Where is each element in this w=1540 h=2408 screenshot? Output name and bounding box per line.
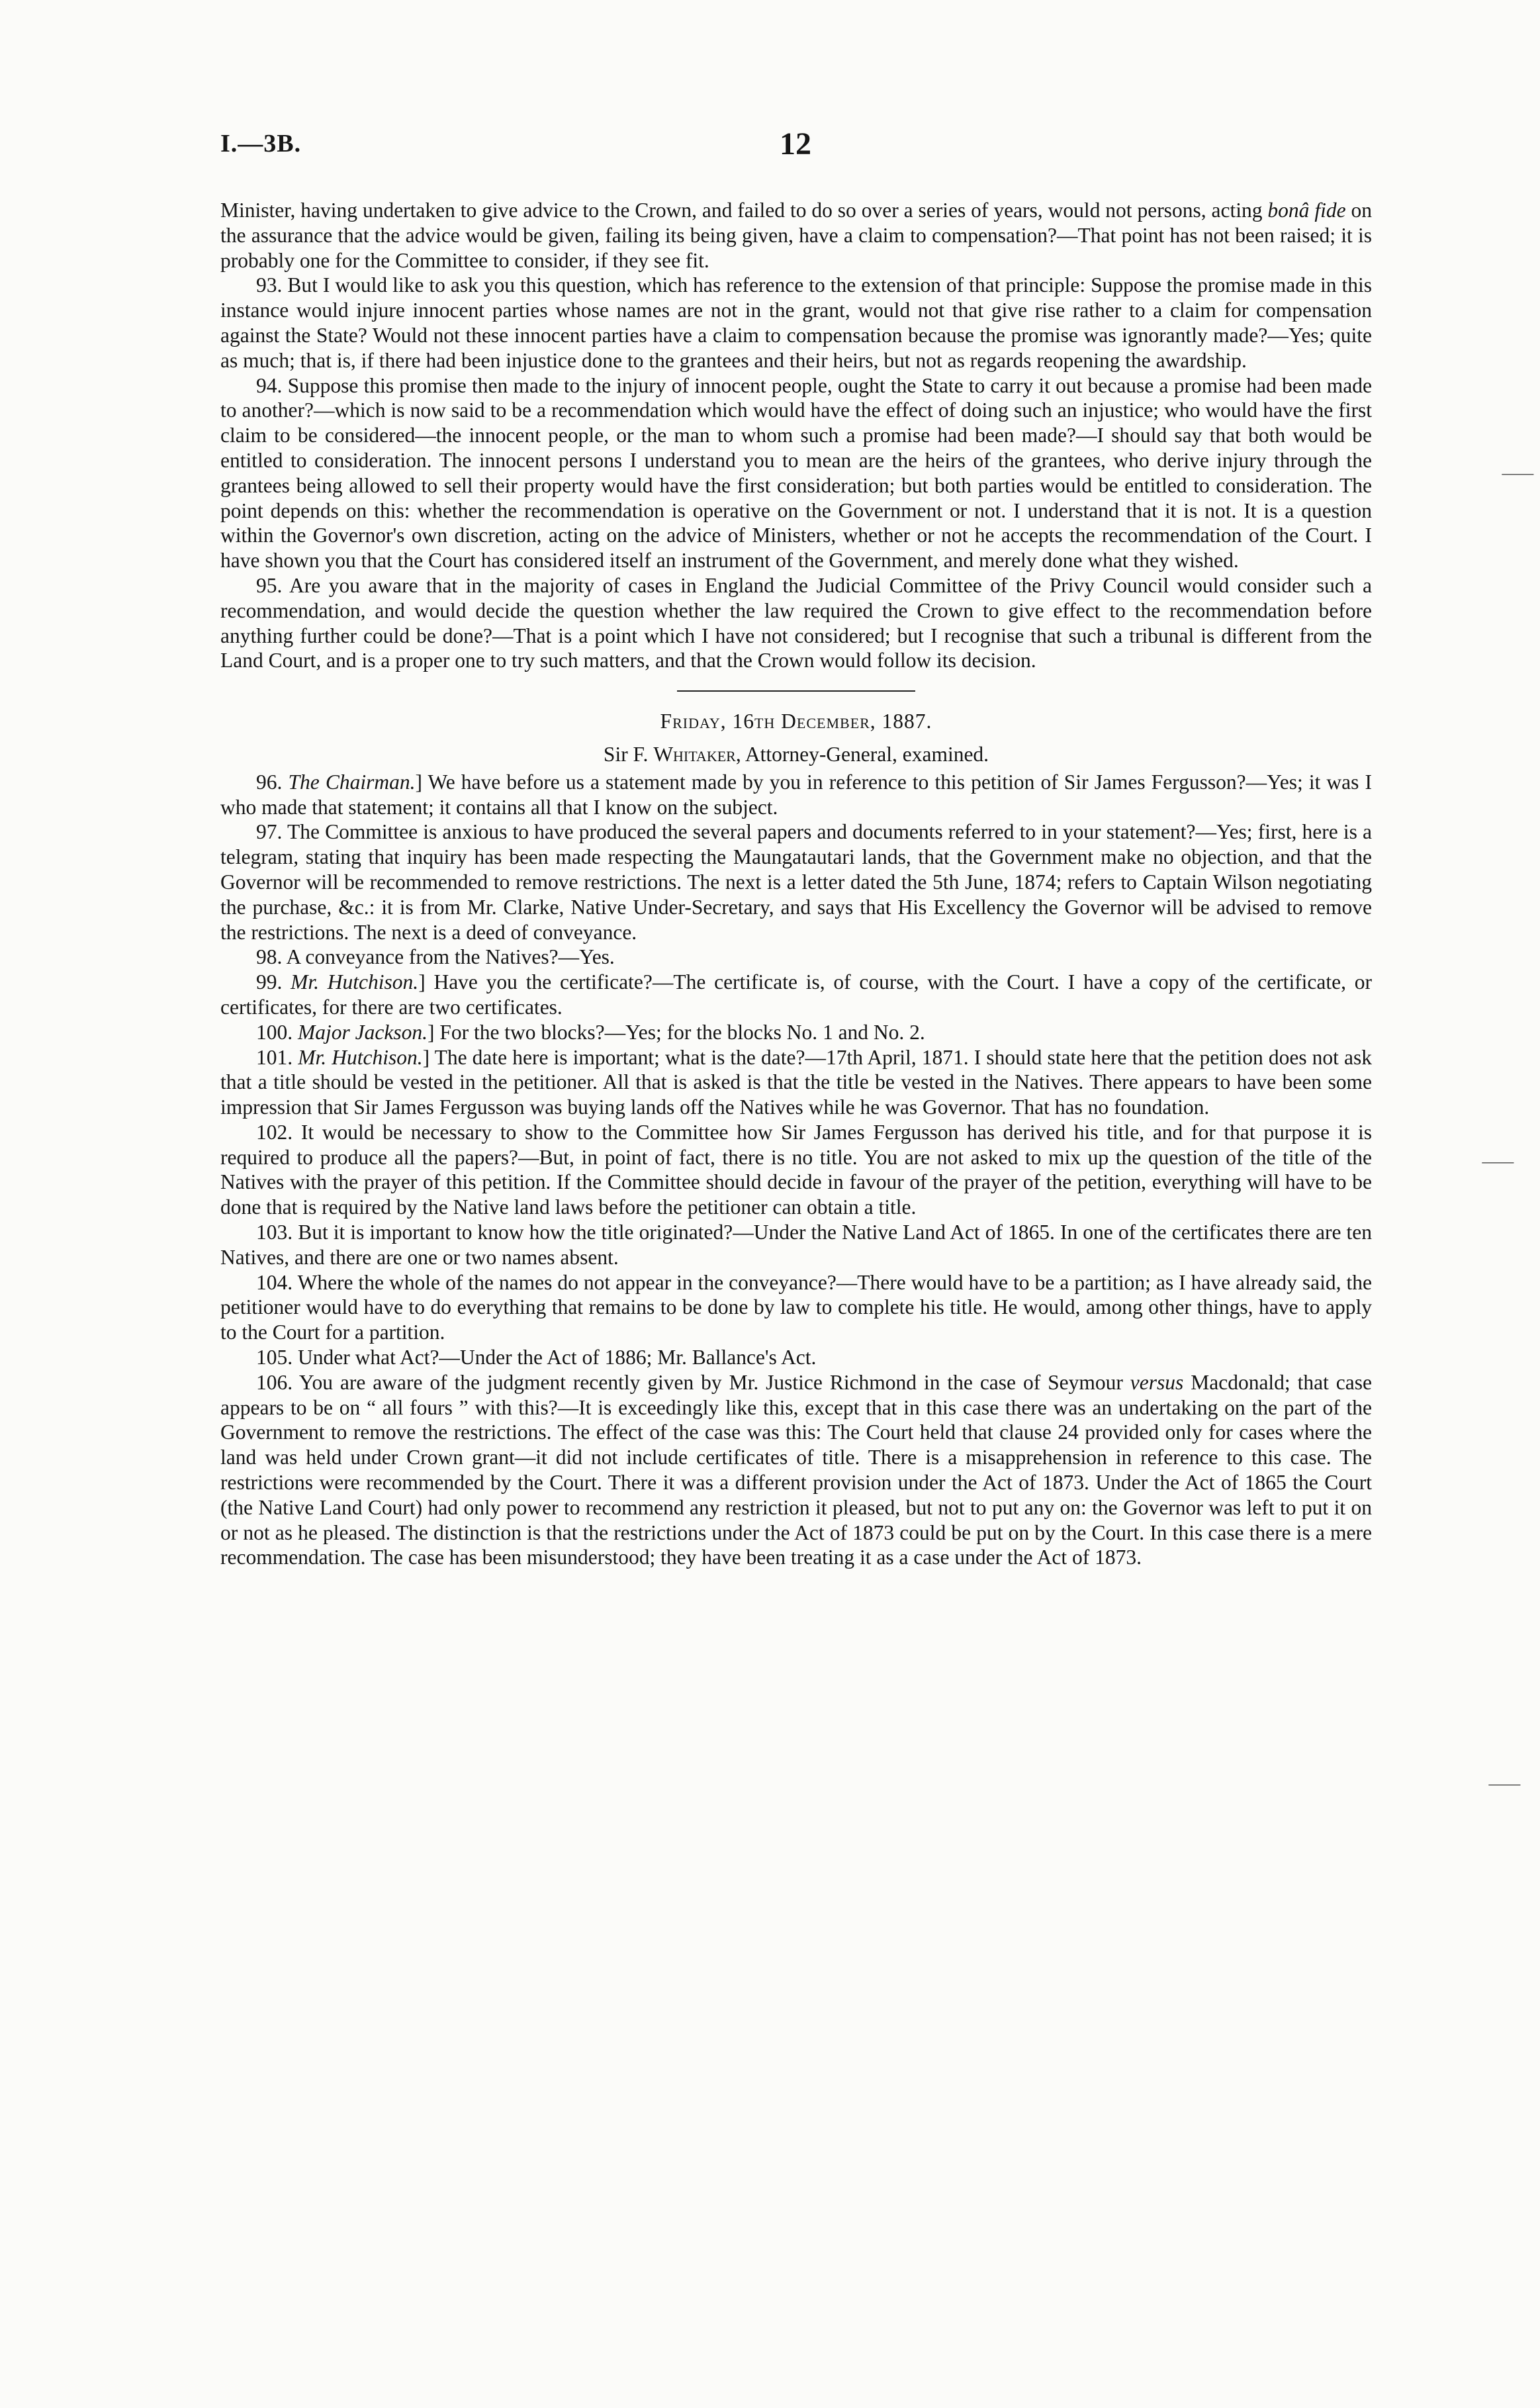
- date-heading: Friday, 16th December, 1887.: [660, 710, 932, 733]
- paragraph-96: 96. The Chairman.] We have before us a statement made by you in reference to this petition of Sir James Fergusson?—Yes; it was I who made that statement; it contains all that I know on the subject.: [220, 770, 1373, 819]
- paragraph-93: 93. But I would like to ask you this question, which has reference to the extension of that principle: Suppose the promise made in this instance would injure innocent parties whose names are not in the grant, would not that give rise rather to a claim for compensation against the State? Would not these innocent parties have a claim to compensation because the promise was ignorantly made?—Yes; quite as much; that is, if there had been injustice done to the grantees and their heirs, but not as regards reopening the awardship.: [220, 273, 1372, 372]
- witness-heading: Sir F. Whitaker, Attorney-General, examined.: [603, 742, 989, 766]
- paragraph-97: 97. The Committee is anxious to have produced the several papers and documents referred to in your statement?—Yes; first, here is a telegram, stating that inquiry has been made respecting the Maungatautari lands, that the Government make no objection, and that the Governor will be recommended to remove restrictions. The next is a letter dated the 5th June, 1874; refers to Captain Wilson negotiating the purchase, &c.: it is from Mr. Clarke, Native Under-Secretary, and says that His Excellency the Governor will be advised to remove the restrictions. The next is a deed of conveyance.: [220, 820, 1372, 944]
- paragraph-95: 95. Are you aware that in the majority of cases in England the Judicial Committee of the Privy Council would consider such a recommendation, and would decide the question whether the law required the Crown to give effect to the recommendation before anything further could be done?—That is a point which I have not considered; but I recognise that such a tribunal is different from the Land Court, and is a proper one to try such matters, and that the Crown would follow its decision.: [220, 573, 1372, 672]
- paragraph-103: 103. But it is important to know how the title originated?—Under the Native Land Act of 1865. In one of the certificates there are ten Natives, and there are one or two names absent.: [220, 1221, 1372, 1269]
- document-reference: I.—3B.: [220, 130, 302, 158]
- document-page: [220, 126, 1373, 1570]
- margin-mark: ⸺: [1488, 1773, 1519, 1796]
- paragraph-94: 94. Suppose this promise then made to the injury of innocent people, ought the State to carry it out because a promise had been made to another?—which is now said to be a recommendation which would have the effect of doing such an injustice; who would have the first claim to be considered—the innocent people, or the man to whom such a promise had been made?—I should say that both would be entitled to consideration. The innocent persons I understand you to mean are the heirs of the grantees, who derive injury through the grantees being allowed to sell their property would have the first consideration; but both parties would be entitled to consideration. The point depends on this: whether the recommendation is operative on the Government or not. I understand that it is not. It is a question within the Governor's own discretion, acting on the advice of Ministers, whether or not he accepts the recommendation of the Court. I have shown you that the Court has considered itself an instrument of the Government, and merely done what they wished.: [220, 373, 1372, 573]
- paragraph-105: 105. Under what Act?—Under the Act of 1886; Mr. Ballance's Act.: [256, 1346, 817, 1369]
- paragraph-99: 99. Mr. Hutchison.] Have you the certificate?—The certificate is, of course, with the Court. I have a copy of the certificate, or certificates, for there are two certificates.: [220, 970, 1373, 1019]
- paragraph-102: 102. It would be necessary to show to the Committee how Sir James Fergusson has derived his title, and for that purpose it is required to produce all the papers?—But, in point of fact, there is no title. You are not asked to mix up the question of the title of the Natives with the prayer of this petition. If the Committee should decide in favour of the prayer of the petition, everything will have to be done that is required by the Native land laws before the petitioner can obtain a title.: [220, 1120, 1372, 1219]
- paragraph-98: 98. A conveyance from the Natives?—Yes.: [256, 945, 615, 969]
- paragraph-104: 104. Where the whole of the names do not appear in the conveyance?—There would have to be a partition; as I have already said, the petitioner would have to do everything that remains to be done by law to complete his title. He would, among other things, have to apply to the Court for a partition.: [220, 1270, 1372, 1344]
- page-header: [220, 126, 1372, 169]
- paragraph-100: 100. Major Jackson.] For the two blocks?—Yes; for the blocks No. 1 and No. 2.: [256, 1020, 925, 1044]
- paragraph-101: 101. Mr. Hutchison.] The date here is important; what is the date?—17th April, 1871. I should state here that the petition does not ask that a title should be vested in the petitioner. All that is asked is that the title be vested in the Natives. There appears to have been some impression that Sir James Fergusson was buying lands off the Natives while he was Governor. That has no foundation.: [220, 1045, 1373, 1119]
- margin-mark: ⸺: [1481, 1150, 1512, 1174]
- paragraph-106: 106. You are aware of the judgment recently given by Mr. Justice Richmond in the case of Seymour versus Macdonald; that case appears to be on “ all fours ” with this?—It is exceedingly like this, except that in this case there was an undertaking on the part of the Government to remove the restrictions. The effect of the case was this: The Court held that clause 24 provided only for cases where the land was held under Crown grant—it did not include certificates of title. There is a misapprehension in reference to this case. The restrictions were recommended by the Court. There it was a different provision under the Act of 1873. Under the Act of 1865 the Court (the Native Land Court) had only power to recommend any restriction it pleased, but not to put any on: the Governor was left to put it on or not as he pleased. The distinction is that the restrictions under the Act of 1873 could be put on by the Court. In this case there is a mere recommendation. The case has been misunderstood; they have been treating it as a case under the Act of 1873.: [220, 1370, 1372, 1569]
- page-number: 12: [780, 126, 811, 162]
- margin-mark: ⸺: [1501, 462, 1532, 485]
- paragraph-92-continuation: Minister, having undertaken to give advice to the Crown, and failed to do so over a series of years, would not persons, acting bonâ fide on the assurance that the advice would be given, failing its being given, have a claim to compensation?—That point has not been raised; it is probably one for the Committee to consider, if they see fit.: [220, 199, 1373, 272]
- section-divider: [677, 690, 915, 692]
